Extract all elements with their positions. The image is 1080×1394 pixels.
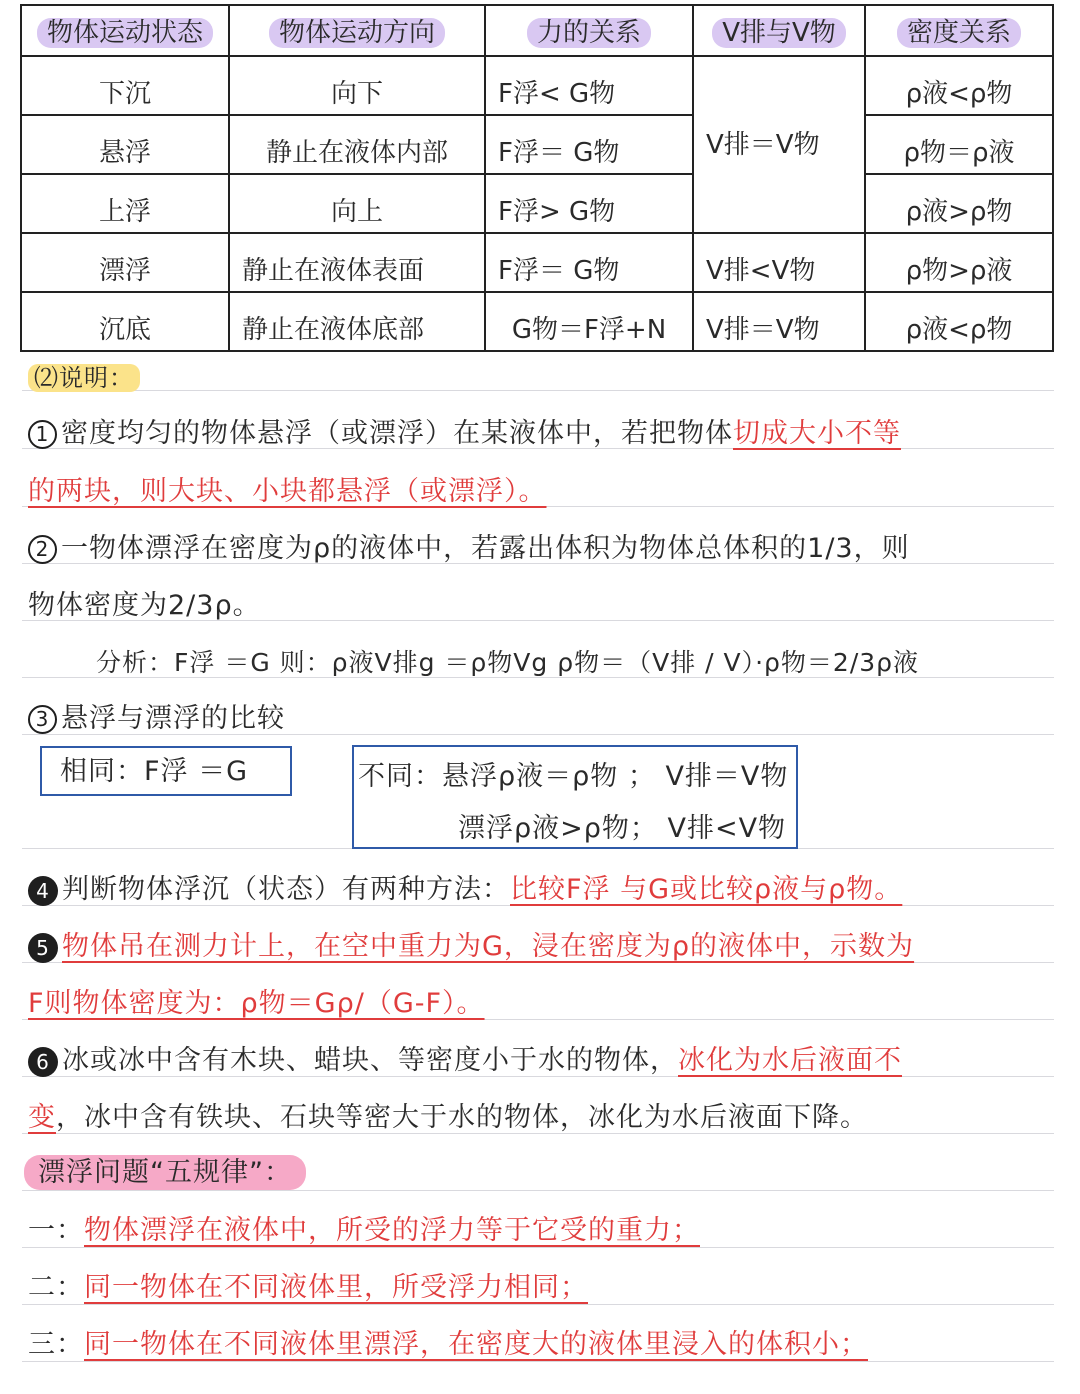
cell-volume: V排<V物 (693, 233, 865, 292)
cell-force: F浮＝ G物 (485, 233, 693, 292)
note-2: 2 一物体漂浮在密度为ρ的液体中，若露出体积为物体总体积的1/3，则 (28, 529, 1054, 569)
cell-force: F浮> G物 (485, 174, 693, 233)
cell-volume: V排＝V物 (693, 292, 865, 351)
rules-title: 漂浮问题“五规律”： (24, 1153, 1054, 1193)
cell-force: F浮＝ G物 (485, 115, 693, 174)
note-number-2: 2 (28, 535, 57, 564)
same-box: 相同：F浮 ＝G (40, 746, 292, 796)
rule-1: 一：物体漂浮在液体中，所受的浮力等于它受的重力； (28, 1215, 700, 1246)
note-number-3: 3 (28, 705, 57, 734)
note-number-4: 4 (28, 876, 58, 906)
note-5-cont: F则物体密度为：ρ物＝Gρ/（G-F）。 (28, 988, 485, 1019)
table-row (21, 174, 1053, 233)
note-1-cont: 的两块，则大块、小块都悬浮（或漂浮）。 (28, 476, 547, 507)
rule-2: 二：同一物体在不同液体里，所受浮力相同； (28, 1272, 588, 1303)
cell-density: ρ液>ρ物 (865, 174, 1053, 233)
cell-density: ρ物＝ρ液 (865, 115, 1053, 174)
cell-force: F浮< G物 (485, 56, 693, 115)
cell-direction: 向下 (229, 56, 485, 115)
table-row (21, 292, 1053, 351)
cell-state: 漂浮 (21, 233, 229, 292)
cell-direction: 静止在液体内部 (229, 115, 485, 174)
note-number-1: 1 (28, 420, 57, 449)
note-2-analysis: 分析：F浮 ＝G 则：ρ液V排g ＝ρ物Vg ρ物＝（V排 / V）·ρ物＝2/3ρ液 (96, 648, 920, 677)
header-direction: 物体运动方向 (229, 5, 485, 56)
note-4: 4 判断物体浮沉（状态）有两种方法：比较F浮 与G或比较ρ液与ρ物。 (28, 870, 1054, 910)
table-header-row (21, 5, 1053, 56)
cell-direction: 静止在液体底部 (229, 292, 485, 351)
cell-volume-merged: V排＝V物 (693, 56, 865, 233)
cell-state: 上浮 (21, 174, 229, 233)
buoyancy-table (20, 4, 1054, 352)
cell-density: ρ液<ρ物 (865, 56, 1053, 115)
header-density: 密度关系 (865, 5, 1053, 56)
cell-state: 下沉 (21, 56, 229, 115)
diff-box: 不同：悬浮ρ液＝ρ物 ； V排＝V物 漂浮ρ液>ρ物； V排<V物 (352, 745, 798, 849)
header-state: 物体运动状态 (21, 5, 229, 56)
header-volume: V排与V物 (693, 5, 865, 56)
table-row (21, 56, 1053, 115)
note-number-5: 5 (28, 933, 58, 963)
note-5: 5 物体吊在测力计上，在空中重力为G，浸在密度为ρ的液体中，示数为 (28, 927, 1054, 967)
cell-force: G物＝F浮+N (485, 292, 693, 351)
note-1: 1 密度均匀的物体悬浮（或漂浮）在某液体中，若把物体切成大小不等 (28, 414, 1054, 454)
cell-state: 悬浮 (21, 115, 229, 174)
note-number-6: 6 (28, 1047, 58, 1077)
note-2-cont: 物体密度为2/3ρ。 (28, 590, 261, 621)
note-6: 6 冰或冰中含有木块、蜡块、等密度小于水的物体，冰化为水后液面不 (28, 1041, 1054, 1081)
cell-density: ρ液<ρ物 (865, 292, 1053, 351)
section-title: ⑵说明： (28, 358, 1054, 398)
rule-3: 三：同一物体在不同液体里漂浮，在密度大的液体里浸入的体积小； (28, 1329, 868, 1360)
header-force: 力的关系 (485, 5, 693, 56)
note-3: 3 悬浮与漂浮的比较 (28, 699, 1054, 739)
cell-direction: 静止在液体表面 (229, 233, 485, 292)
cell-state: 沉底 (21, 292, 229, 351)
cell-density: ρ物>ρ液 (865, 233, 1053, 292)
table-row (21, 233, 1053, 292)
cell-direction: 向上 (229, 174, 485, 233)
note-6-cont: 变，冰中含有铁块、石块等密大于水的物体，冰化为水后液面下降。 (28, 1102, 868, 1133)
table-row (21, 115, 1053, 174)
